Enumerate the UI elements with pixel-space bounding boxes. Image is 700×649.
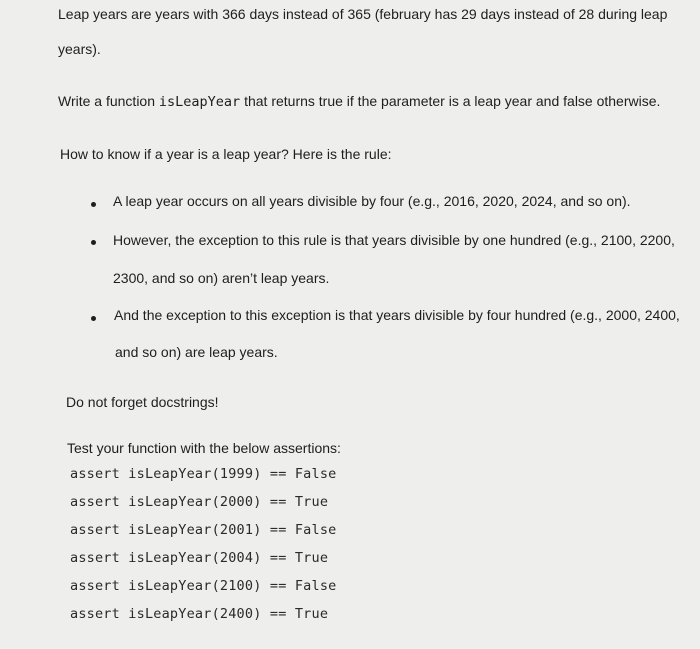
test-intro: Test your function with the below assertions: xyxy=(67,440,341,456)
intro-line-1: Leap years are years with 366 days instead of 365 (february has 29 days instead of 28 during leap xyxy=(58,6,668,22)
rule-question: How to know if a year is a leap year? Here is the rule: xyxy=(60,146,392,162)
function-name-code: isLeapYear xyxy=(158,94,241,110)
assertion-line: assert isLeapYear(2000) == True xyxy=(70,494,329,510)
rule-1: A leap year occurs on all years divisible by four (e.g., 2016, 2020, 2024, and so on). xyxy=(113,193,631,209)
task-text-after: that returns true if the parameter is a leap year and false otherwise. xyxy=(240,93,661,109)
bullet-dot-3 xyxy=(91,316,96,321)
rule-2-line-1: However, the exception to this rule is that years divisible by one hundred (e.g., 2100, 2200, xyxy=(113,232,675,248)
assertion-line: assert isLeapYear(2400) == True xyxy=(70,606,329,622)
intro-line-2: years). xyxy=(58,41,101,57)
docstring-reminder: Do not forget docstrings! xyxy=(66,394,219,410)
bullet-dot-2 xyxy=(91,240,96,245)
task-description xyxy=(58,93,660,110)
assertion-line: assert isLeapYear(1999) == False xyxy=(70,466,337,482)
rule-3-line-2: and so on) are leap years. xyxy=(115,344,278,360)
assertion-line: assert isLeapYear(2001) == False xyxy=(70,522,337,538)
rule-3-line-1: And the exception to this exception is that years divisible by four hundred (e.g., 2000, 2400, xyxy=(114,307,680,323)
assertion-line: assert isLeapYear(2100) == False xyxy=(70,578,337,594)
rule-2-line-2: 2300, and so on) aren’t leap years. xyxy=(113,270,330,286)
task-text-before: Write a function xyxy=(58,93,159,109)
assertion-line: assert isLeapYear(2004) == True xyxy=(70,550,329,566)
bullet-dot-1 xyxy=(91,202,96,207)
